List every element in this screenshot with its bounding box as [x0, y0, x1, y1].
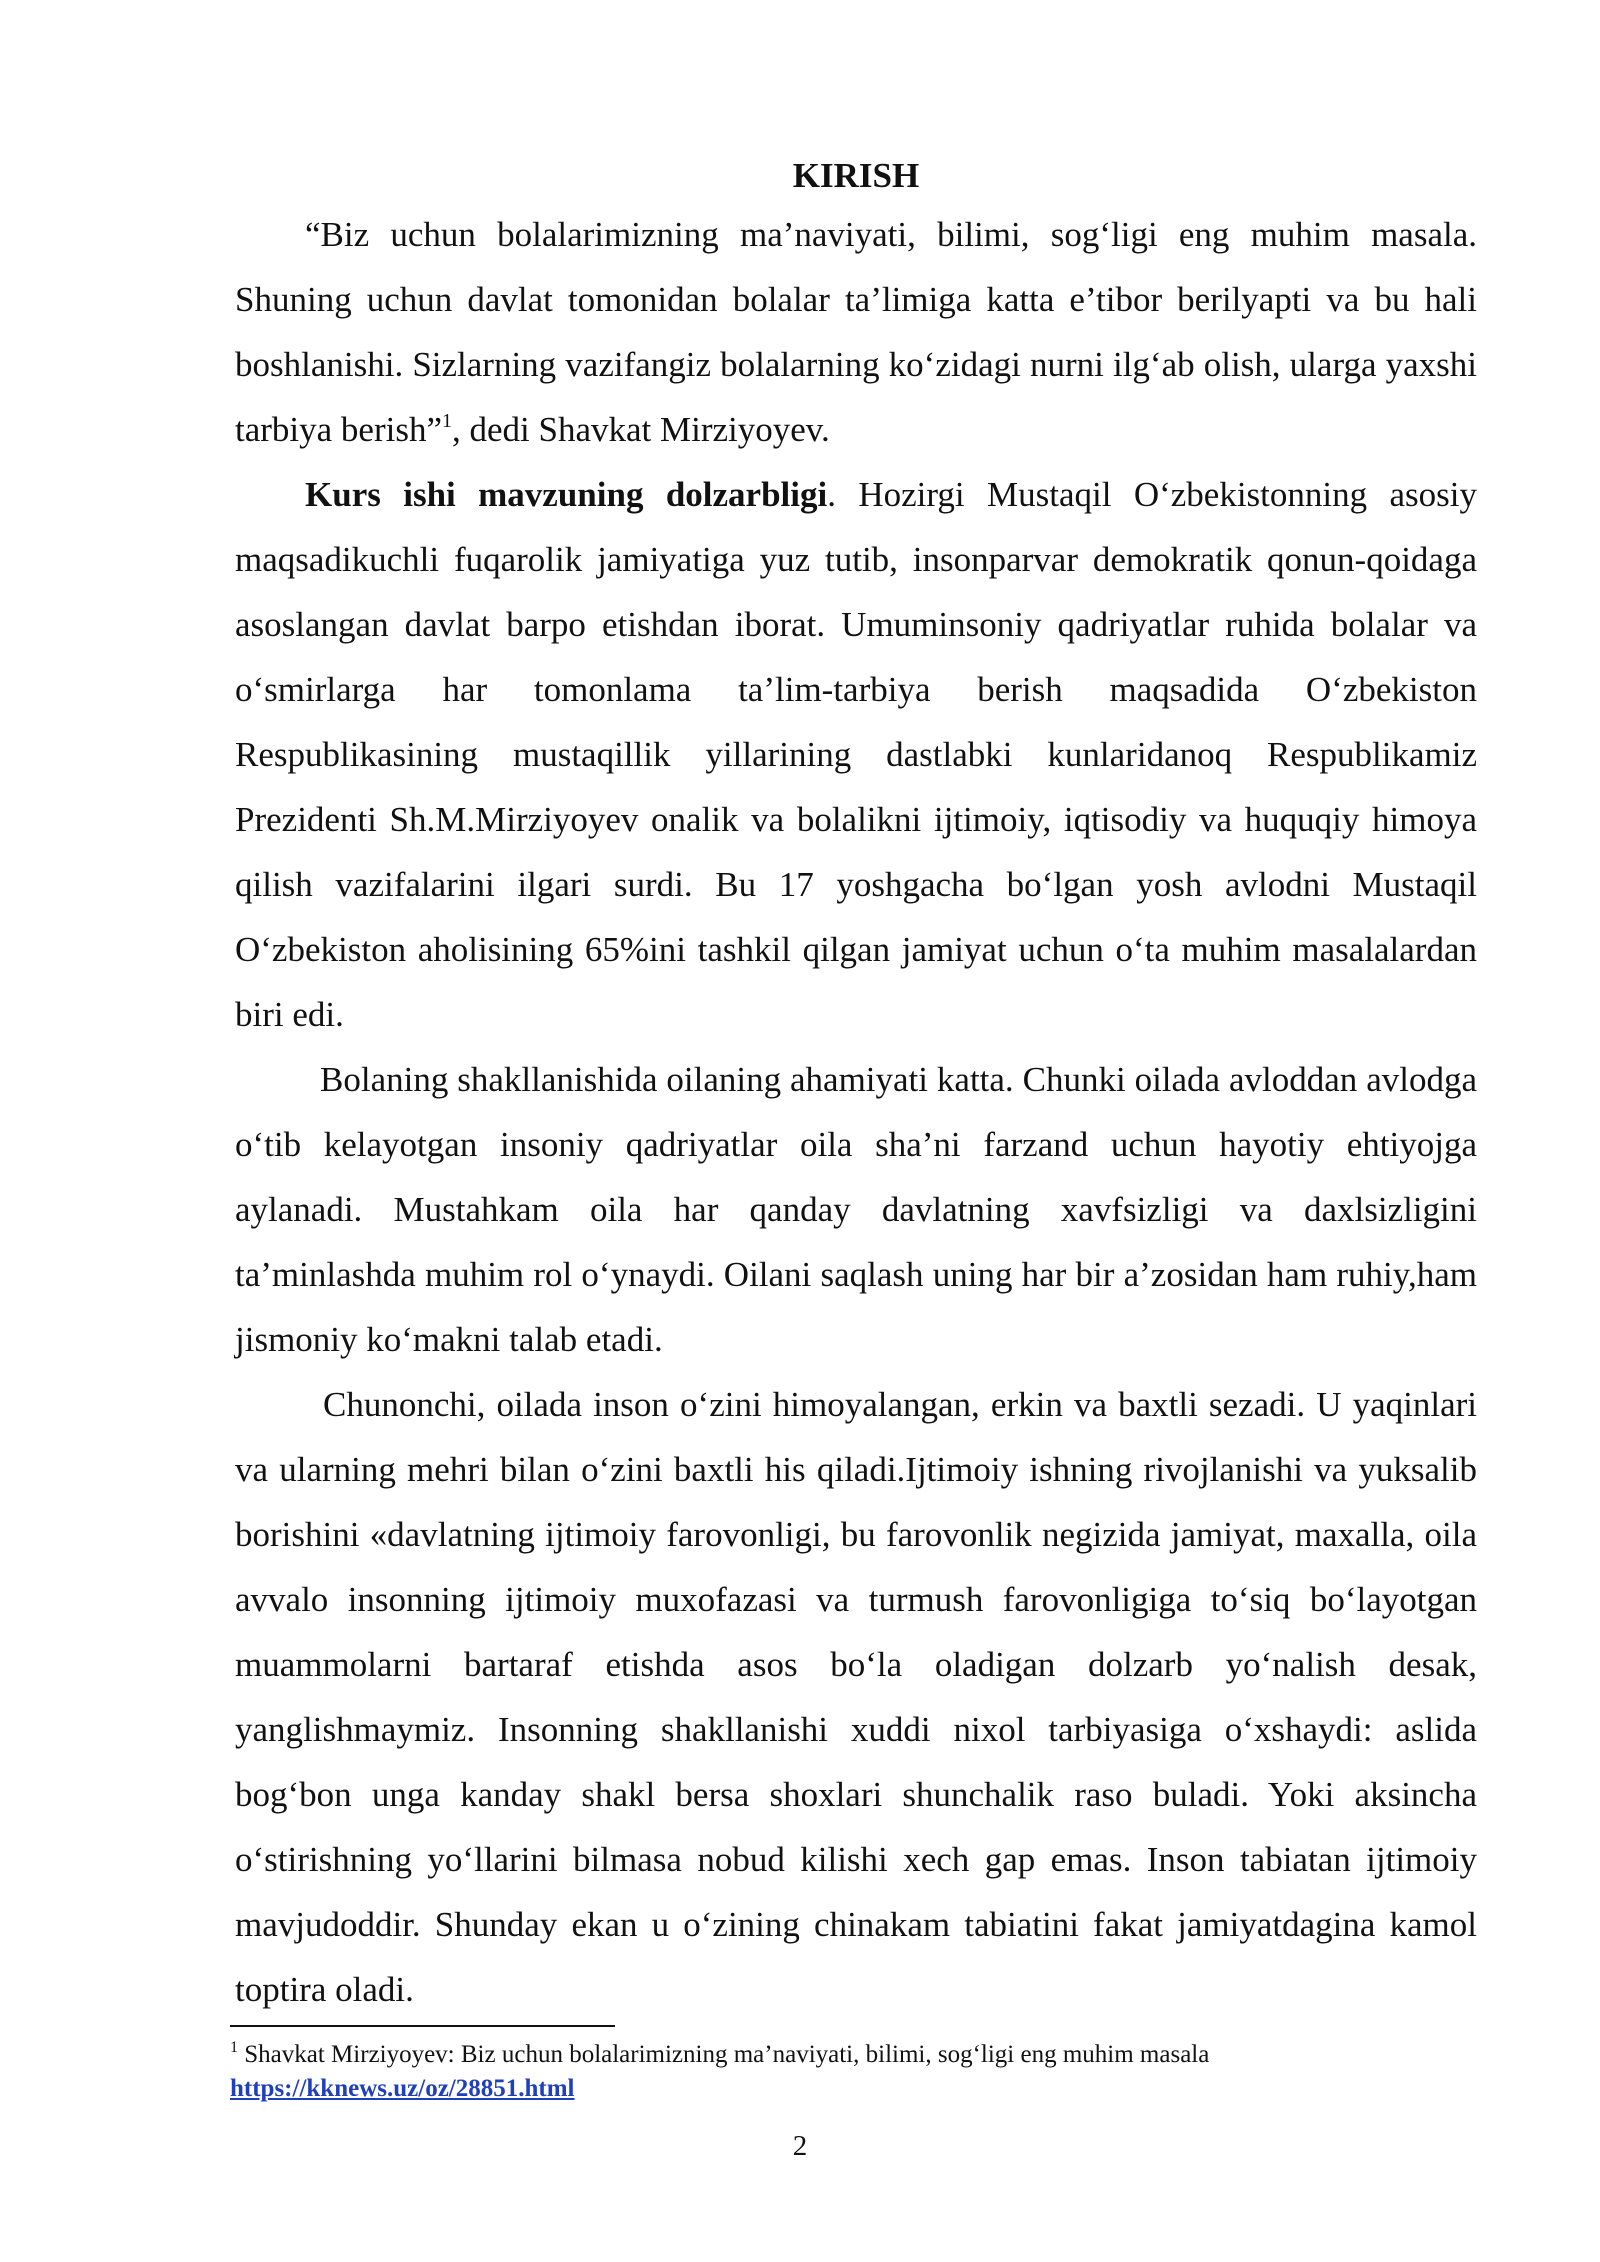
footnote-link[interactable]: https://kknews.uz/oz/28851.html — [230, 2075, 575, 2102]
page-title: KIRISH — [792, 156, 920, 195]
relevance-heading: Kurs ishi mavzuning dolzarbligi — [305, 475, 828, 514]
page-number: 2 — [792, 2130, 808, 2162]
relevance-text: . Hozirgi Mustaqil O‘zbekistonning asosiy maqsadikuchli fuqarolik jamiyatiga yuz tutib, insonparvar demokratik qonun-qoidaga asoslangan davlat barpo etishdan iborat. Umuminsoniy qadriyatlar ruhida bolalar va o‘smirlarga har tomonlama ta’lim-tarbiya berish maqsadida O‘zbekiston Respublikasining mustaqillik yillarining dastlabki kunlaridanoq Respublikamiz Prezidenti Sh.M.Mirziyoyev onalik va bolalikni ijtimoiy, iqtisodiy va huquqiy himoya qilish vazifalarini ilgari surdi. Bu 17 yoshgacha bo‘lgan yosh avlodni Mustaqil O‘zbekiston aholisining 65%ini tashkil qilgan jamiyat uchun o‘ta muhim masalalardan biri edi. — [235, 475, 1477, 1034]
paragraph-quote — [235, 202, 1477, 462]
document-page — [235, 150, 1477, 2022]
quote-attribution: , dedi Shavkat Mirziyoyev. — [452, 410, 830, 449]
paragraph-relevance — [235, 462, 1477, 1047]
paragraph-society: Chunonchi, oilada inson o‘zini himoyalangan, erkin va baxtli sezadi. U yaqinlari va ularning mehri bilan o‘zini baxtli his qiladi.Ijtimoiy ishning rivojlanishi va yuksalib borishini «davlatning ijtimoiy farovonligi, bu farovonlik negizida jamiyat, maxalla, oila avvalo insonning ijtimoiy muxofazasi va turmush farovonligiga to‘siq bo‘layotgan muammolarni bartaraf etishda asos bo‘la oladigan dolzarb yo‘nalish desak, yanglishmaymiz. Insonning shakllanishi xuddi nixol tarbiyasiga o‘xshaydi: aslida bog‘bon unga kanday shakl bersa shoxlari shunchalik raso buladi. Yoki aksincha o‘stirishning yo‘llarini bilmasa nobud kilishi xech gap emas. Inson tabiatan ijtimoiy mavjudoddir. Shunday ekan u o‘zining chinakam tabiatini fakat jamiyatdagina kamol toptira oladi. — [235, 1385, 1477, 2009]
footnote-reference[interactable]: 1 — [442, 410, 452, 432]
footnote-separator — [230, 2025, 615, 2027]
paragraph-family: Bolaning shakllanishida oilaning ahamiyati katta. Chunki oilada avloddan avlodga o‘tib kelayotgan insoniy qadriyatlar oila sha’ni farzand uchun hayotiy ehtiyojga aylanadi. Mustahkam oila har qanday davlatning xavfsizligi va daxlsizligini ta’minlashda muhim rol o‘ynaydi. Oilani saqlash uning har bir a’zosidan ham ruhiy,ham jismoniy ko‘makni talab etadi. — [235, 1060, 1477, 1359]
quote-text: “Biz uchun bolalarimizning ma’naviyati, bilimi, sog‘ligi eng muhim masala. Shuning uchun davlat tomonidan bolalar ta’limiga katta e’tibor berilyapti va bu hali boshlanishi. Sizlarning vazifangiz bolalarning ko‘zidagi nurni ilg‘ab olish, ularga yaxshi tarbiya berish” — [235, 215, 1477, 449]
footnote-number: 1 — [230, 2039, 238, 2056]
footnote — [230, 2038, 1480, 2106]
footnote-text: Shavkat Mirziyoyev: Biz uchun bolalarimizning ma’naviyati, bilimi, sog‘ligi eng muhim masala — [238, 2041, 1210, 2068]
